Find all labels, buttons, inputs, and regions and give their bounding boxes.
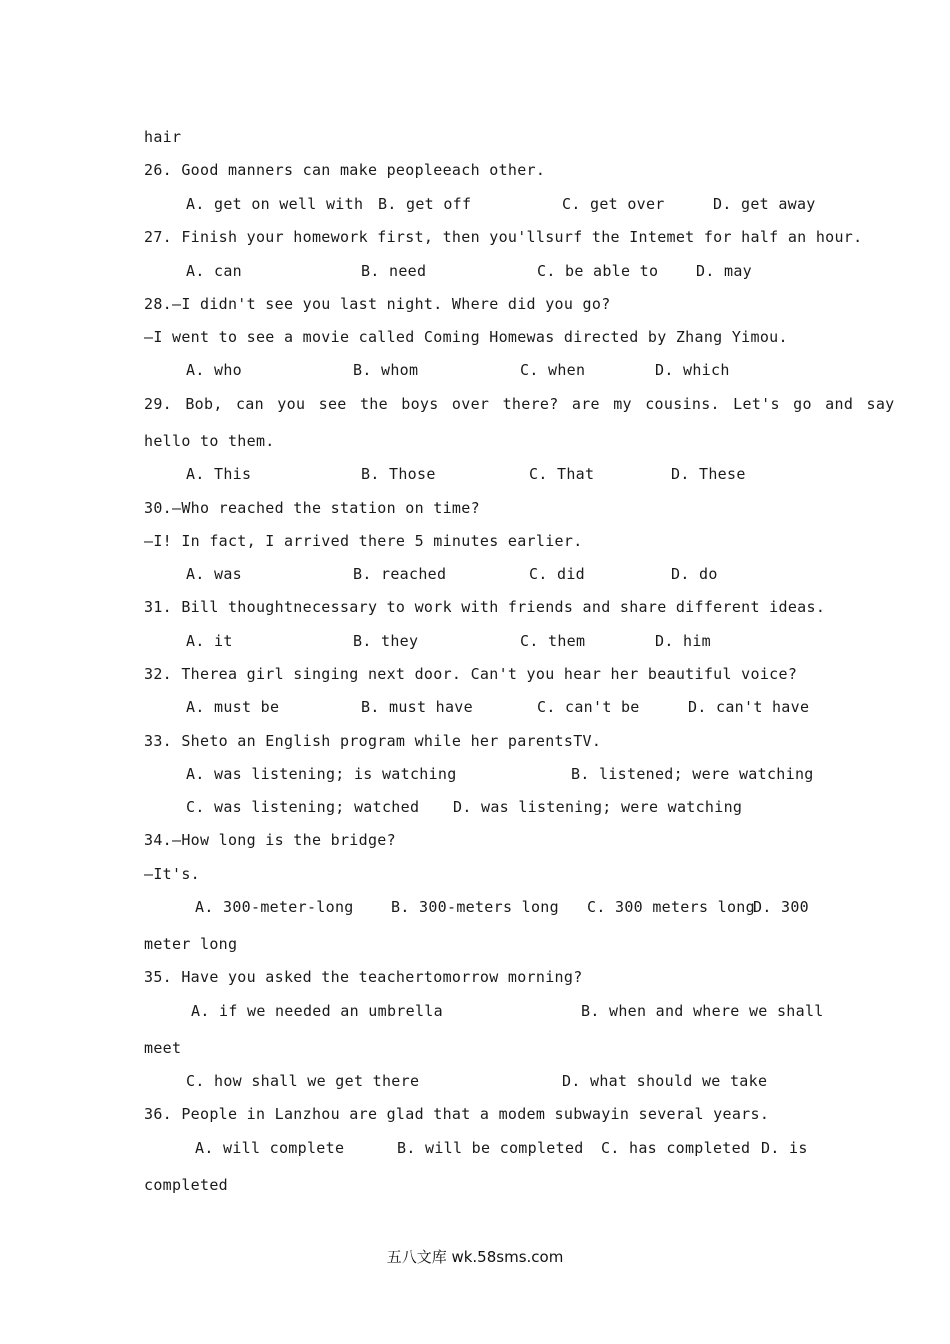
option-28-c: C. when bbox=[520, 361, 586, 379]
option-27-d: D. may bbox=[696, 262, 752, 280]
question-28-line-2: —I went to see a movie called Coming Homewas directed by Zhang Yimou. bbox=[144, 328, 788, 346]
question-29-line-1: 29. Bob, can you see the boys over there? are my cousins. Let's go and say bbox=[144, 395, 895, 413]
option-30-c: C. did bbox=[529, 565, 585, 583]
continuation-line: hair bbox=[144, 128, 182, 146]
option-35-c: C. how shall we get there bbox=[186, 1072, 420, 1090]
question-27: 27. Finish your homework first, then you'llsurf the Intemet for half an hour. bbox=[144, 228, 863, 246]
option-30-a: A. was bbox=[186, 565, 242, 583]
question-34-line-1: 34.—How long is the bridge? bbox=[144, 831, 396, 849]
question-35: 35. Have you asked the teachertomorrow morning? bbox=[144, 968, 583, 986]
option-27-a: A. can bbox=[186, 262, 242, 280]
option-35-d: D. what should we take bbox=[562, 1072, 768, 1090]
option-30-b: B. reached bbox=[353, 565, 447, 583]
option-28-b: B. whom bbox=[353, 361, 419, 379]
option-29-d: D. These bbox=[671, 465, 746, 483]
option-32-a: A. must be bbox=[186, 698, 280, 716]
footer-watermark: 五八文库 wk.58sms.com bbox=[386, 1248, 564, 1266]
option-36-c: C. has completed bbox=[601, 1139, 751, 1157]
option-33-b: B. listened; were watching bbox=[571, 765, 814, 783]
question-31: 31. Bill thoughtnecessary to work with friends and share different ideas. bbox=[144, 598, 826, 616]
question-30-line-1: 30.—Who reached the station on time? bbox=[144, 499, 480, 517]
option-26-a: A. get on well with bbox=[186, 195, 364, 213]
option-36-b: B. will be completed bbox=[397, 1139, 584, 1157]
option-31-b: B. they bbox=[353, 632, 419, 650]
question-33: 33. Sheto an English program while her parentsTV. bbox=[144, 732, 602, 750]
question-30-line-2: —I! In fact, I arrived there 5 minutes earlier. bbox=[144, 532, 583, 550]
option-34-c: C. 300 meters long bbox=[587, 898, 755, 916]
option-28-d: D. which bbox=[655, 361, 730, 379]
question-34-line-2: —It's. bbox=[144, 865, 200, 883]
option-31-d: D. him bbox=[655, 632, 711, 650]
question-32: 32. Therea girl singing next door. Can't you hear her beautiful voice? bbox=[144, 665, 798, 683]
question-29-line-2: hello to them. bbox=[144, 432, 275, 450]
option-29-c: C. That bbox=[529, 465, 595, 483]
option-29-a: A. This bbox=[186, 465, 252, 483]
question-26: 26. Good manners can make peopleeach other. bbox=[144, 161, 546, 179]
option-35-a: A. if we needed an umbrella bbox=[191, 1002, 443, 1020]
option-33-d: D. was listening; were watching bbox=[453, 798, 743, 816]
option-30-d: D. do bbox=[671, 565, 718, 583]
option-35-b-continuation: meet bbox=[144, 1039, 182, 1057]
option-34-b: B. 300-meters long bbox=[391, 898, 559, 916]
option-34-d-continuation: meter long bbox=[144, 935, 238, 953]
option-26-b: B. get off bbox=[378, 195, 472, 213]
option-32-b: B. must have bbox=[361, 698, 473, 716]
option-36-d-continuation: completed bbox=[144, 1176, 228, 1194]
option-29-b: B. Those bbox=[361, 465, 436, 483]
question-28-line-1: 28.—I didn't see you last night. Where did you go? bbox=[144, 295, 611, 313]
option-32-d: D. can't have bbox=[688, 698, 810, 716]
option-31-a: A. it bbox=[186, 632, 233, 650]
option-26-c: C. get over bbox=[562, 195, 665, 213]
option-33-a: A. was listening; is watching bbox=[186, 765, 457, 783]
option-26-d: D. get away bbox=[713, 195, 816, 213]
option-31-c: C. them bbox=[520, 632, 586, 650]
option-33-c: C. was listening; watched bbox=[186, 798, 420, 816]
option-27-c: C. be able to bbox=[537, 262, 659, 280]
option-27-b: B. need bbox=[361, 262, 427, 280]
option-32-c: C. can't be bbox=[537, 698, 640, 716]
question-36: 36. People in Lanzhou are glad that a modem subwayin several years. bbox=[144, 1105, 770, 1123]
option-35-b: B. when and where we shall bbox=[581, 1002, 824, 1020]
option-36-d: D. is bbox=[761, 1139, 808, 1157]
option-36-a: A. will complete bbox=[195, 1139, 345, 1157]
option-34-a: A. 300-meter-long bbox=[195, 898, 354, 916]
option-28-a: A. who bbox=[186, 361, 242, 379]
option-34-d: D. 300 bbox=[753, 898, 809, 916]
